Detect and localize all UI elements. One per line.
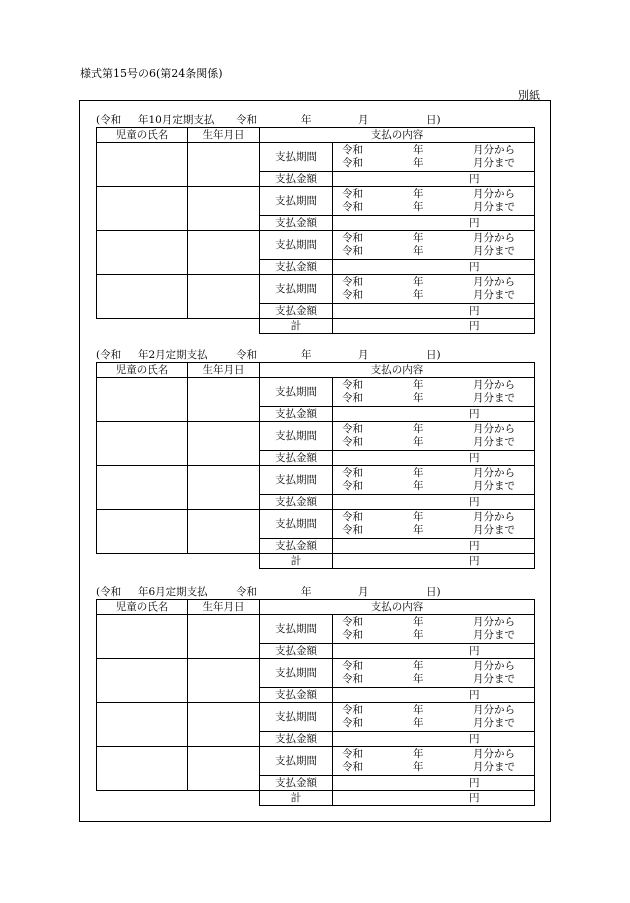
period-values (333, 143, 534, 171)
amount-cell[interactable] (333, 260, 535, 275)
amount-cell[interactable] (333, 304, 535, 319)
caption-payment: 年6月定期支払 (138, 586, 208, 598)
year-to: 年 (413, 629, 424, 641)
month-to: 月分まで (473, 436, 515, 448)
reiwa-from: 令和 (342, 188, 363, 200)
caption-year: 年 (301, 586, 312, 598)
month-to: 月分まで (473, 673, 515, 685)
amount-values (333, 554, 534, 568)
amount-label: 支払金額 (260, 304, 333, 319)
birth-date-cell[interactable] (188, 510, 260, 554)
col-birth-header: 生年月日 (188, 128, 260, 143)
period-cell[interactable] (333, 275, 535, 304)
total-cell[interactable] (333, 319, 535, 334)
birth-date-cell[interactable] (188, 378, 260, 422)
year-to: 年 (413, 436, 424, 448)
period-values (333, 231, 534, 259)
month-to: 月分まで (473, 480, 515, 492)
reiwa-from: 令和 (342, 660, 363, 672)
year-to: 年 (413, 157, 424, 169)
amount-values (333, 495, 534, 509)
child-row (97, 659, 535, 688)
reiwa-to: 令和 (342, 673, 363, 685)
year-from: 年 (413, 704, 424, 716)
caption-day: 日) (426, 349, 441, 361)
year-to: 年 (413, 761, 424, 773)
period-values (333, 378, 534, 406)
reiwa-from: 令和 (342, 467, 363, 479)
period-cell[interactable] (333, 187, 535, 216)
caption-month: 月 (358, 114, 369, 126)
birth-date-cell[interactable] (188, 143, 260, 187)
month-to: 月分まで (473, 201, 515, 213)
yen-unit: 円 (469, 555, 480, 567)
year-to: 年 (413, 392, 424, 404)
total-cell[interactable] (333, 554, 535, 569)
month-from: 月分から (473, 379, 515, 391)
period-label: 支払期間 (260, 703, 333, 732)
payment-table (96, 362, 535, 569)
year-from: 年 (413, 748, 424, 760)
col-content-header: 支払の内容 (260, 128, 535, 143)
col-content-header: 支払の内容 (260, 600, 535, 615)
period-cell[interactable] (333, 378, 535, 407)
payment-section (96, 113, 534, 334)
amount-cell[interactable] (333, 644, 535, 659)
month-to: 月分まで (473, 761, 515, 773)
year-from: 年 (413, 511, 424, 523)
birth-date-cell[interactable] (188, 615, 260, 659)
child-row (97, 231, 535, 260)
child-name-cell[interactable] (97, 510, 188, 554)
year-to: 年 (413, 201, 424, 213)
amount-cell[interactable] (333, 172, 535, 187)
month-to: 月分まで (473, 157, 515, 169)
yen-unit: 円 (469, 496, 480, 508)
year-to: 年 (413, 245, 424, 257)
period-label: 支払期間 (260, 659, 333, 688)
period-values (333, 510, 534, 538)
reiwa-from: 令和 (342, 616, 363, 628)
child-name-cell[interactable] (97, 275, 188, 319)
period-cell[interactable] (333, 510, 535, 539)
month-to: 月分まで (473, 289, 515, 301)
period-cell[interactable] (333, 703, 535, 732)
year-from: 年 (413, 144, 424, 156)
child-row (97, 143, 535, 172)
reiwa-from: 令和 (342, 423, 363, 435)
yen-unit: 円 (469, 792, 480, 804)
amount-values (333, 216, 534, 230)
month-from: 月分から (473, 660, 515, 672)
amount-label: 支払金額 (260, 216, 333, 231)
section-caption (96, 348, 534, 362)
total-label: 計 (260, 791, 333, 806)
section-caption (96, 585, 534, 599)
caption-reiwa: 令和 (236, 114, 257, 126)
amount-label: 支払金額 (260, 172, 333, 187)
yen-unit: 円 (469, 320, 480, 332)
caption-payment: 年10月定期支払 (138, 114, 215, 126)
caption-reiwa: 令和 (236, 349, 257, 361)
amount-values (333, 319, 534, 333)
yen-unit: 円 (469, 452, 480, 464)
child-name-cell[interactable] (97, 378, 188, 422)
month-from: 月分から (473, 423, 515, 435)
yen-unit: 円 (469, 305, 480, 317)
reiwa-to: 令和 (342, 289, 363, 301)
amount-cell[interactable] (333, 451, 535, 466)
amount-cell[interactable] (333, 776, 535, 791)
month-from: 月分から (473, 188, 515, 200)
period-values (333, 659, 534, 687)
form-number: 様式第15号の6(第24条関係) (80, 67, 223, 80)
total-cell[interactable] (333, 791, 535, 806)
amount-cell[interactable] (333, 732, 535, 747)
child-name-cell[interactable] (97, 187, 188, 231)
period-values (333, 747, 534, 775)
amount-label: 支払金額 (260, 451, 333, 466)
child-name-cell[interactable] (97, 659, 188, 703)
month-to: 月分まで (473, 629, 515, 641)
child-row (97, 510, 535, 539)
yen-unit: 円 (469, 261, 480, 273)
caption-year: 年 (301, 114, 312, 126)
year-to: 年 (413, 673, 424, 685)
child-name-cell[interactable] (97, 466, 188, 510)
caption-month: 月 (358, 586, 369, 598)
month-from: 月分から (473, 232, 515, 244)
reiwa-from: 令和 (342, 144, 363, 156)
child-name-cell[interactable] (97, 615, 188, 659)
amount-values (333, 688, 534, 702)
period-label: 支払期間 (260, 275, 333, 304)
period-label: 支払期間 (260, 378, 333, 407)
reiwa-to: 令和 (342, 245, 363, 257)
month-to: 月分まで (473, 524, 515, 536)
period-cell[interactable] (333, 422, 535, 451)
amount-cell[interactable] (333, 495, 535, 510)
child-name-cell[interactable] (97, 703, 188, 747)
amount-cell[interactable] (333, 688, 535, 703)
year-from: 年 (413, 467, 424, 479)
month-from: 月分から (473, 748, 515, 760)
col-birth-header: 生年月日 (188, 600, 260, 615)
amount-label: 支払金額 (260, 539, 333, 554)
yen-unit: 円 (469, 689, 480, 701)
attachment-label: 別紙 (518, 89, 540, 102)
amount-values (333, 732, 534, 746)
amount-label: 支払金額 (260, 260, 333, 275)
child-name-cell[interactable] (97, 143, 188, 187)
year-from: 年 (413, 616, 424, 628)
period-values (333, 422, 534, 450)
caption-day: 日) (426, 114, 441, 126)
year-from: 年 (413, 660, 424, 672)
yen-unit: 円 (469, 173, 480, 185)
reiwa-to: 令和 (342, 629, 363, 641)
amount-cell[interactable] (333, 407, 535, 422)
reiwa-from: 令和 (342, 276, 363, 288)
period-label: 支払期間 (260, 422, 333, 451)
child-name-cell[interactable] (97, 231, 188, 275)
child-row (97, 466, 535, 495)
month-to: 月分まで (473, 245, 515, 257)
amount-label: 支払金額 (260, 688, 333, 703)
year-from: 年 (413, 379, 424, 391)
child-row (97, 275, 535, 304)
birth-date-cell[interactable] (188, 231, 260, 275)
reiwa-to: 令和 (342, 761, 363, 773)
period-cell[interactable] (333, 659, 535, 688)
caption-month: 月 (358, 349, 369, 361)
reiwa-to: 令和 (342, 717, 363, 729)
reiwa-to: 令和 (342, 157, 363, 169)
reiwa-from: 令和 (342, 511, 363, 523)
amount-values (333, 172, 534, 186)
month-from: 月分から (473, 144, 515, 156)
period-label: 支払期間 (260, 143, 333, 172)
month-from: 月分から (473, 467, 515, 479)
amount-values (333, 260, 534, 274)
period-cell[interactable] (333, 747, 535, 776)
reiwa-from: 令和 (342, 704, 363, 716)
birth-date-cell[interactable] (188, 187, 260, 231)
period-values (333, 703, 534, 731)
amount-values (333, 791, 534, 805)
birth-date-cell[interactable] (188, 747, 260, 791)
yen-unit: 円 (469, 540, 480, 552)
col-birth-header: 生年月日 (188, 363, 260, 378)
col-name-header: 児童の氏名 (97, 363, 188, 378)
caption-prefix: (令和 (96, 349, 122, 361)
period-label: 支払期間 (260, 615, 333, 644)
reiwa-from: 令和 (342, 748, 363, 760)
payment-section (96, 348, 534, 569)
birth-date-cell[interactable] (188, 659, 260, 703)
payment-table (96, 599, 535, 806)
caption-day: 日) (426, 586, 441, 598)
yen-unit: 円 (469, 777, 480, 789)
period-label: 支払期間 (260, 510, 333, 539)
caption-payment: 年2月定期支払 (138, 349, 208, 361)
child-row (97, 615, 535, 644)
reiwa-to: 令和 (342, 392, 363, 404)
total-label: 計 (260, 319, 333, 334)
month-from: 月分から (473, 511, 515, 523)
child-name-cell[interactable] (97, 422, 188, 466)
reiwa-to: 令和 (342, 480, 363, 492)
period-label: 支払期間 (260, 466, 333, 495)
amount-label: 支払金額 (260, 644, 333, 659)
month-from: 月分から (473, 616, 515, 628)
yen-unit: 円 (469, 408, 480, 420)
year-to: 年 (413, 524, 424, 536)
yen-unit: 円 (469, 217, 480, 229)
year-from: 年 (413, 423, 424, 435)
period-values (333, 187, 534, 215)
child-row (97, 378, 535, 407)
month-from: 月分から (473, 704, 515, 716)
child-row (97, 703, 535, 732)
birth-date-cell[interactable] (188, 466, 260, 510)
reiwa-from: 令和 (342, 232, 363, 244)
period-cell[interactable] (333, 615, 535, 644)
period-values (333, 615, 534, 643)
reiwa-to: 令和 (342, 436, 363, 448)
amount-cell[interactable] (333, 216, 535, 231)
period-cell[interactable] (333, 143, 535, 172)
amount-label: 支払金額 (260, 407, 333, 422)
caption-reiwa: 令和 (236, 586, 257, 598)
child-name-cell[interactable] (97, 747, 188, 791)
reiwa-to: 令和 (342, 201, 363, 213)
birth-date-cell[interactable] (188, 703, 260, 747)
year-to: 年 (413, 289, 424, 301)
year-to: 年 (413, 480, 424, 492)
amount-values (333, 407, 534, 421)
month-to: 月分まで (473, 392, 515, 404)
total-label: 計 (260, 554, 333, 569)
caption-prefix: (令和 (96, 586, 122, 598)
amount-values (333, 539, 534, 553)
child-row (97, 187, 535, 216)
col-name-header: 児童の氏名 (97, 128, 188, 143)
col-content-header: 支払の内容 (260, 363, 535, 378)
amount-values (333, 776, 534, 790)
child-row (97, 422, 535, 451)
amount-values (333, 304, 534, 318)
period-label: 支払期間 (260, 187, 333, 216)
child-row (97, 747, 535, 776)
amount-label: 支払金額 (260, 732, 333, 747)
amount-cell[interactable] (333, 539, 535, 554)
period-cell[interactable] (333, 466, 535, 495)
year-from: 年 (413, 188, 424, 200)
payment-section (96, 585, 534, 806)
period-label: 支払期間 (260, 231, 333, 260)
month-from: 月分から (473, 276, 515, 288)
year-from: 年 (413, 232, 424, 244)
year-from: 年 (413, 276, 424, 288)
caption-prefix: (令和 (96, 114, 122, 126)
period-values (333, 466, 534, 494)
caption-year: 年 (301, 349, 312, 361)
section-caption (96, 113, 534, 127)
period-cell[interactable] (333, 231, 535, 260)
period-label: 支払期間 (260, 747, 333, 776)
payment-table (96, 127, 535, 334)
yen-unit: 円 (469, 645, 480, 657)
col-name-header: 児童の氏名 (97, 600, 188, 615)
amount-values (333, 451, 534, 465)
amount-label: 支払金額 (260, 776, 333, 791)
month-to: 月分まで (473, 717, 515, 729)
birth-date-cell[interactable] (188, 422, 260, 466)
reiwa-to: 令和 (342, 524, 363, 536)
reiwa-from: 令和 (342, 379, 363, 391)
year-to: 年 (413, 717, 424, 729)
period-values (333, 275, 534, 303)
amount-label: 支払金額 (260, 495, 333, 510)
amount-values (333, 644, 534, 658)
yen-unit: 円 (469, 733, 480, 745)
birth-date-cell[interactable] (188, 275, 260, 319)
